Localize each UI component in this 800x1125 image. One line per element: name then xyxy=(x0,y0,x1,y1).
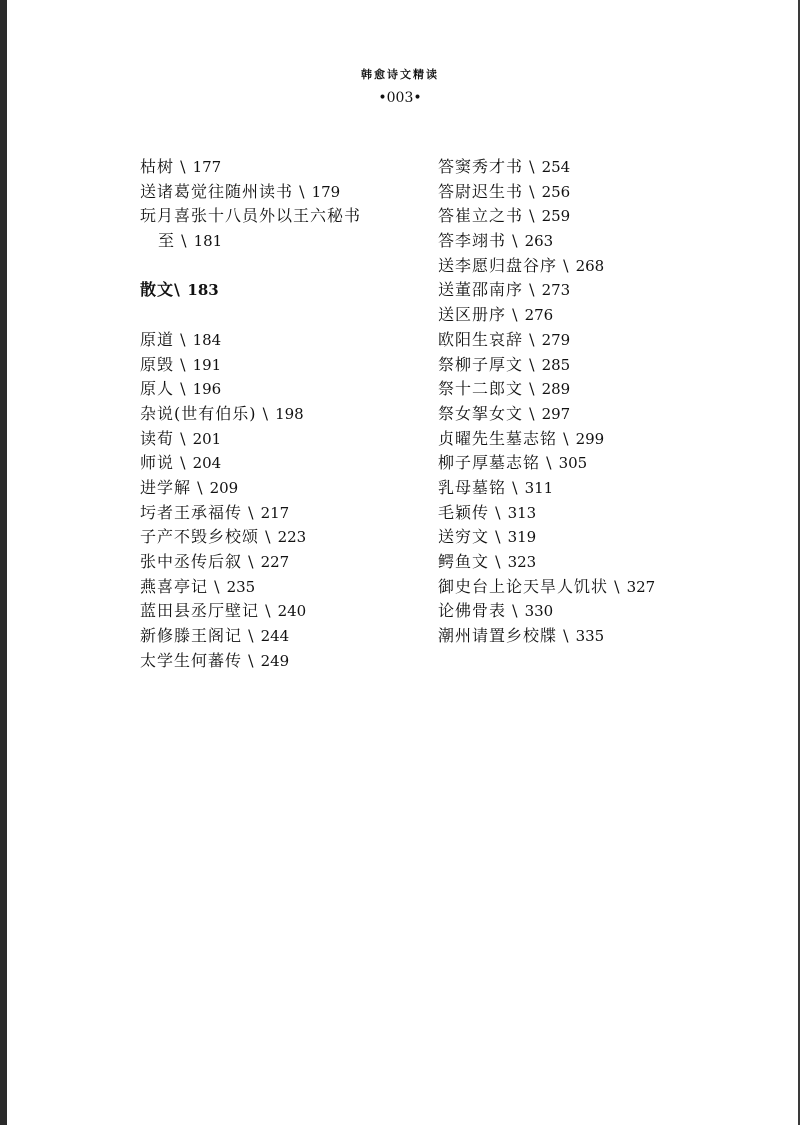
toc-entry: 潮州请置乡校牒 \ 335 xyxy=(438,626,605,646)
toc-right-column xyxy=(438,155,738,649)
toc-spacer xyxy=(140,254,410,279)
toc-entry: 祭十二郎文 \ 289 xyxy=(438,379,571,399)
toc-entry: 送区册序 \ 276 xyxy=(438,305,554,325)
toc-entry: 太学生何蕃传 \ 249 xyxy=(140,650,290,670)
toc-entry: 祭柳子厚文 \ 285 xyxy=(438,354,571,374)
toc-entry: 答李翊书 \ 263 xyxy=(438,231,554,251)
toc-entry: 论佛骨表 \ 330 xyxy=(438,601,554,621)
toc-entry: 柳子厚墓志铭 \ 305 xyxy=(438,453,588,473)
toc-entry: 蓝田县丞厅壁记 \ 240 xyxy=(140,601,307,621)
toc-entry: 新修滕王阁记 \ 244 xyxy=(140,626,290,646)
toc-entry: 读荀 \ 201 xyxy=(140,428,222,448)
toc-left-column xyxy=(140,155,410,673)
toc-entry: 答崔立之书 \ 259 xyxy=(438,206,571,226)
toc-entry: 御史台上论天旱人饥状 \ 327 xyxy=(438,576,656,596)
toc-spacer xyxy=(140,303,410,328)
toc-entry: 师说 \ 204 xyxy=(140,453,222,473)
toc-entry: 送李愿归盘谷序 \ 268 xyxy=(438,255,605,275)
toc-entry: 鳄鱼文 \ 323 xyxy=(438,552,537,571)
toc-entry: 杂说(世有伯乐) \ 198 xyxy=(140,403,304,423)
toc-entry: 枯树 \ 177 xyxy=(140,157,222,176)
toc-entry: 玩月喜张十八员外以王六秘书 xyxy=(140,206,362,226)
toc-entry: 原道 \ 184 xyxy=(140,329,222,349)
toc-entry: 燕喜亭记 \ 235 xyxy=(140,576,256,596)
toc-entry: 欧阳生哀辞 \ 279 xyxy=(438,329,571,349)
page-number: •003• xyxy=(378,90,422,106)
toc-entry: 进学解 \ 209 xyxy=(140,477,239,497)
toc-entry-continuation: 至 \ 181 xyxy=(158,231,223,251)
toc-entry: 送穷文 \ 319 xyxy=(438,527,537,547)
toc-entry: 送诸葛觉往随州读书 \ 179 xyxy=(140,181,341,201)
toc-entry: 圬者王承福传 \ 217 xyxy=(140,502,290,522)
toc-entry: 送董邵南序 \ 273 xyxy=(438,280,571,300)
toc-section-heading: 散文\ 183 xyxy=(140,280,219,300)
page-edge-left xyxy=(0,0,7,1125)
toc-entry: 毛颖传 \ 313 xyxy=(438,502,537,522)
toc-entry: 答窦秀才书 \ 254 xyxy=(438,157,571,176)
running-header-title: 韩愈诗文精读 xyxy=(361,68,439,81)
toc-entry: 张中丞传后叙 \ 227 xyxy=(140,552,290,571)
toc-entry: 子产不毁乡校颂 \ 223 xyxy=(140,527,307,547)
toc-entry: 原人 \ 196 xyxy=(140,379,222,399)
toc-entry: 祭女挐女文 \ 297 xyxy=(438,403,571,423)
toc-entry: 乳母墓铭 \ 311 xyxy=(438,477,554,497)
toc-entry: 答尉迟生书 \ 256 xyxy=(438,181,571,201)
toc-entry: 原毁 \ 191 xyxy=(140,354,222,374)
toc-entry: 贞曜先生墓志铭 \ 299 xyxy=(438,428,605,448)
